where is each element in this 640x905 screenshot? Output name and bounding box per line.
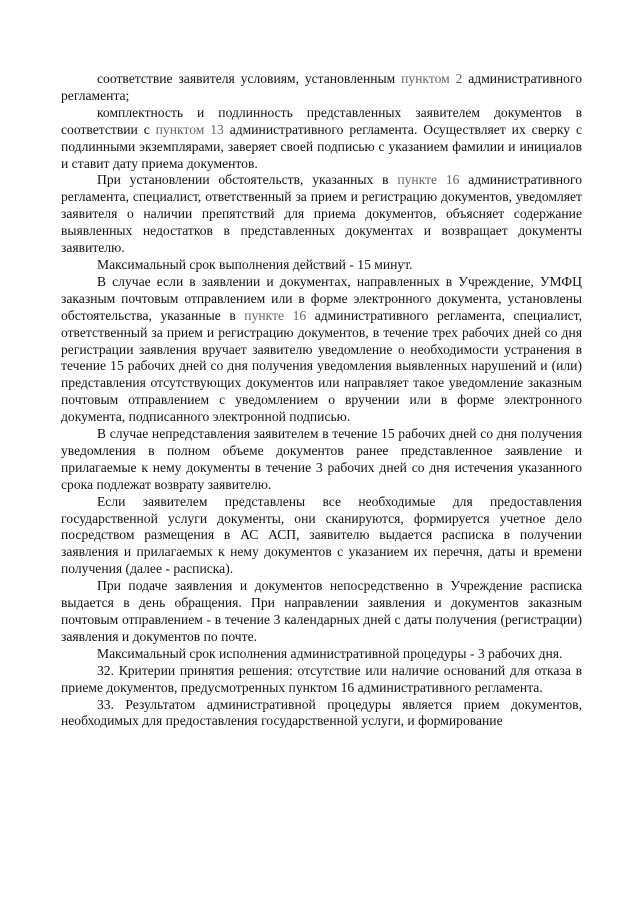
paragraph-text: 32. Критерии принятия решения: отсутствие или наличие оснований для отказа в приеме документов, предусмотренных пунктом 16 административного регламента.: [61, 662, 582, 695]
paragraph: [61, 71, 582, 105]
regulation-reference-link[interactable]: пунктом 2: [401, 71, 463, 86]
paragraph-text: соответствие заявителя условиям, установленным: [97, 71, 402, 86]
paragraph-text: административного регламента. Осуществляет их сверку с подлинными экземплярами, заверяет своей подписью с указанием фамилии и инициалов и ставит дату приема документов.: [61, 121, 583, 171]
paragraph-text: Максимальный срок выполнения действий - 15 минут.: [97, 256, 413, 272]
paragraph: [61, 274, 582, 426]
paragraph: [61, 257, 582, 274]
regulation-reference-link[interactable]: пункте 16: [244, 307, 307, 323]
paragraph-text: административного регламента, специалист, ответственный за прием и регистрацию документов, в течение трех рабочих дней со дня регистрации заявления вручает заявителю уведомление о необходимости устранения в течение 15 рабочих дней со дня получения уведомления выявленных нарушений и (или) представления отсутствующих документов или направляет такое уведомление заказным почтовым отправлением с уведомлением о вручении или в форме электронного документа, подписанного электронной подписью.: [61, 307, 582, 425]
paragraph: [61, 172, 582, 257]
document-body: [61, 71, 582, 730]
regulation-reference-link[interactable]: пунктом 13: [155, 121, 224, 137]
regulation-reference-link[interactable]: пункте 16: [397, 172, 460, 188]
paragraph-text: В случае если в заявлении и документах, направленных в Учреждение, УМФЦ заказным почтовым отправлением или в форме электронного документа, установлены обстоятельства, указанные в: [61, 273, 582, 323]
paragraph: [61, 105, 582, 173]
paragraph-text: Максимальный срок исполнения административной процедуры - 3 рабочих дня.: [97, 645, 563, 661]
paragraph: [61, 426, 582, 494]
paragraph-text: Если заявителем представлены все необходимые для предоставления государственной услуги документы, они сканируются, формируется учетное дело посредством размещения в АС АСП, заявителю выдается расписка в получении заявления и прилагаемых к нему документов с указанием их перечня, даты и времени получения (далее - расписка).: [61, 493, 582, 577]
paragraph-text: административного регламента;: [61, 71, 582, 103]
paragraph-text: административного регламента, специалист, ответственный за прием и регистрацию документов, уведомляет заявителя о наличии препятствий для приема документов, объясняет содержание выявленных недостатков в представленных документах и возвращает документы заявителю.: [61, 172, 582, 256]
paragraph: [61, 697, 582, 731]
paragraph-text: При подаче заявления и документов непосредственно в Учреждение расписка выдается в день обращения. При направлении заявления и документов заказным почтовым отправлением - в течение 3 календарных дней с даты получения (регистрации) заявления и документов по почте.: [61, 578, 582, 644]
paragraph-text: При установлении обстоятельств, указанных в: [97, 172, 398, 188]
paragraph: [61, 578, 582, 646]
paragraph: [61, 494, 582, 579]
paragraph: [61, 663, 582, 697]
paragraph-text: комплектность и подлинность представленных заявителем документов в соответствии с: [61, 104, 582, 137]
paragraph: [61, 646, 582, 663]
paragraph-text: 33. Результатом административной процедуры является прием документов, необходимых для предоставления государственной услуги, и формирование: [61, 696, 582, 729]
paragraph-text: В случае непредставления заявителем в течение 15 рабочих дней со дня получения уведомления в полном объеме документов ранее представленное заявление и прилагаемые к нему документы в течение 3 рабочих дней со дня истечения указанного срока подлежат возврату заявителю.: [61, 426, 582, 492]
